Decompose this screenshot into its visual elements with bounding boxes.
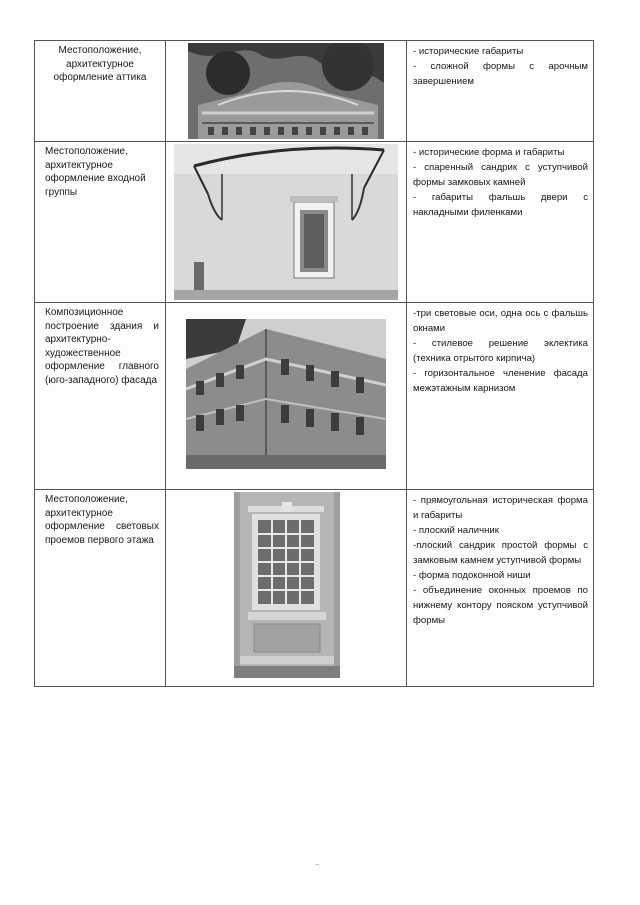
requirements-list — [407, 303, 593, 396]
requirement-item: - прямоугольная историческая форма и габариты — [413, 495, 588, 521]
protected-elements-table — [34, 40, 594, 687]
photo-cell — [166, 142, 407, 303]
requirement-item: - форма подоконной ниши — [413, 570, 531, 581]
entrance-canopy-photo — [174, 144, 398, 300]
element-label-cell — [35, 303, 166, 490]
requirements-cell — [407, 303, 594, 490]
attic-arched-parapet-photo — [188, 43, 384, 139]
scan-speck — [316, 864, 319, 865]
requirement-item: - горизонтальное членение фасада межэтажным карнизом — [413, 368, 588, 394]
requirements-list — [407, 142, 593, 220]
requirement-item: - объединение оконных проемов по нижнему контору пояском уступчивой формы — [413, 585, 588, 626]
requirements-cell — [407, 41, 594, 142]
element-label-cell — [35, 490, 166, 687]
table-row — [35, 303, 594, 490]
requirement-item: - стилевое решение эклектика (техника отрытого кирпича) — [413, 338, 588, 364]
requirement-item: - исторические форма и габариты — [413, 147, 565, 158]
building-corner-facade-photo — [186, 319, 386, 469]
element-label-cell — [35, 41, 166, 142]
requirement-item: - сложной формы с арочным завершением — [413, 61, 588, 87]
requirement-item: - спаренный сандрик с уступчивой формы замковых камней — [413, 162, 588, 188]
element-label: Композиционное построение здания и архитектурно-художественное оформление главного (юго-западного) фасада — [45, 307, 159, 386]
requirements-cell — [407, 490, 594, 687]
requirements-cell — [407, 142, 594, 303]
table-row — [35, 490, 594, 687]
requirement-item: - габариты фальшь двери с накладными филенками — [413, 192, 588, 218]
requirement-item: - исторические габариты — [413, 46, 524, 57]
photo-cell — [166, 41, 407, 142]
requirement-item: -плоский сандрик простой формы с замковым камнем уступчивой формы — [413, 540, 588, 566]
element-label: Местоположение, архитектурное оформление входной группы — [45, 146, 146, 198]
requirement-item: -три световые оси, одна ось с фальшь окнами — [413, 308, 588, 334]
table-row — [35, 142, 594, 303]
photo-cell — [166, 490, 407, 687]
requirements-list — [407, 490, 593, 628]
element-label: Местоположение, архитектурное оформление аттика — [53, 45, 147, 83]
element-label-cell — [35, 142, 166, 303]
photo-cell — [166, 303, 407, 490]
table-row — [35, 41, 594, 142]
ground-floor-window-photo — [234, 492, 340, 678]
requirement-item: - плоский наличник — [413, 525, 499, 536]
element-label: Местоположение, архитектурное оформление световых проемов первого этажа — [45, 494, 159, 546]
requirements-list — [407, 41, 593, 89]
